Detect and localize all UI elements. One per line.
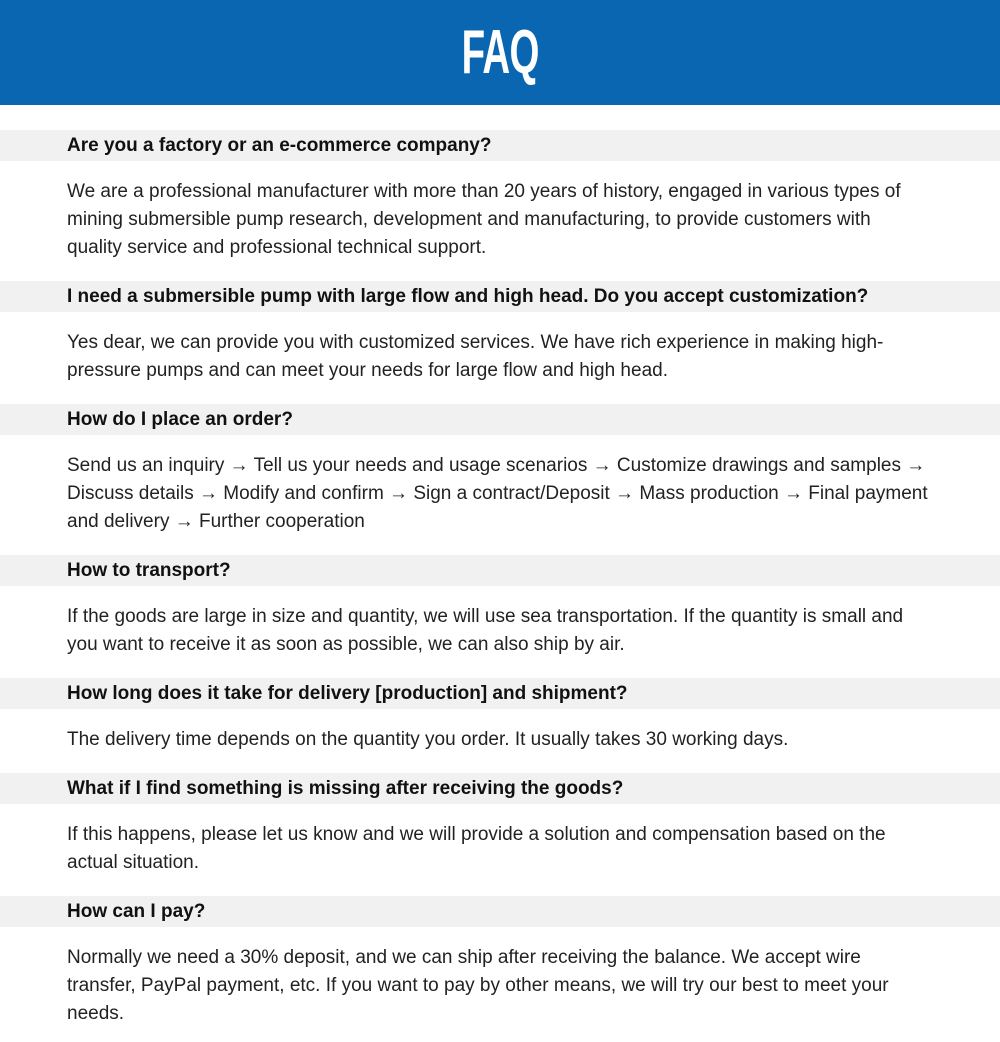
faq-question: How can I pay? <box>0 896 1000 927</box>
faq-answer: The delivery time depends on the quantity you order. It usually takes 30 working days. <box>67 729 789 750</box>
faq-question: Are you a factory or an e-commerce company? <box>0 130 1000 161</box>
faq-answer: We are a professional manufacturer with more than 20 years of history, engaged in various types of mining submersible pump research, development and manufacturing, to provide customers with quality service and professional technical support. <box>67 181 901 258</box>
faq-item <box>0 130 1000 262</box>
faq-answer: Send us an inquiry → Tell us your needs and usage scenarios → Customize drawings and samples → Discuss details → Modify and confirm → Sign a contract/Deposit → Mass production → Final payment and delivery → Further cooperation <box>67 455 928 532</box>
faq-item <box>0 555 1000 659</box>
faq-answer: Normally we need a 30% deposit, and we can ship after receiving the balance. We accept wire transfer, PayPal payment, etc. If you want to pay by other means, we will try our best to meet your needs. <box>67 947 889 1024</box>
faq-banner <box>0 0 1000 105</box>
faq-list <box>0 130 1000 1028</box>
faq-answer: If the goods are large in size and quantity, we will use sea transportation. If the quantity is small and you want to receive it as soon as possible, we can also ship by air. <box>67 606 904 655</box>
faq-answer: Yes dear, we can provide you with customized services. We have rich experience in making high-pressure pumps and can meet your needs for large flow and high head. <box>67 332 884 381</box>
faq-question: How to transport? <box>0 555 1000 586</box>
faq-question: What if I find something is missing after receiving the goods? <box>0 773 1000 804</box>
faq-item <box>0 281 1000 385</box>
faq-item <box>0 678 1000 754</box>
faq-item <box>0 404 1000 536</box>
faq-item <box>0 896 1000 1028</box>
faq-question: How long does it take for delivery [production] and shipment? <box>0 678 1000 709</box>
faq-question: How do I place an order? <box>0 404 1000 435</box>
faq-item <box>0 773 1000 877</box>
faq-answer: If this happens, please let us know and we will provide a solution and compensation based on the actual situation. <box>67 824 886 873</box>
faq-question: I need a submersible pump with large flow and high head. Do you accept customization? <box>0 281 1000 312</box>
page-title: FAQ <box>461 17 539 87</box>
